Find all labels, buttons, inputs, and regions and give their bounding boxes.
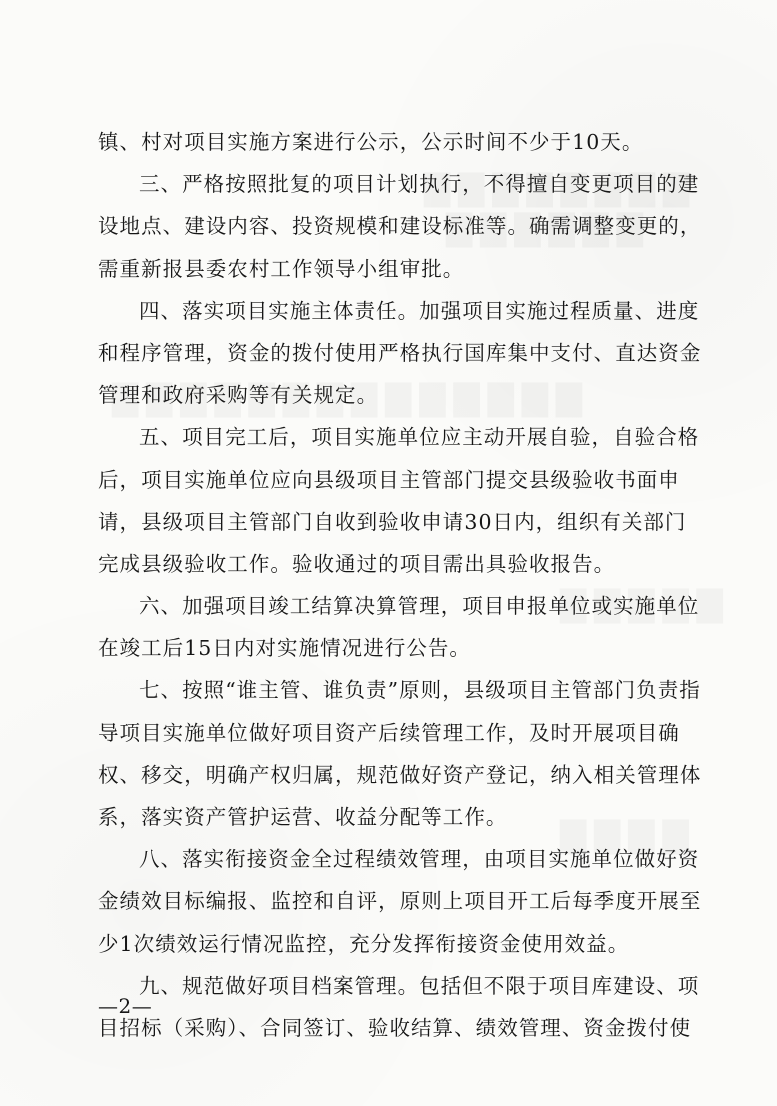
paragraph-line: 需重新报县委农村工作领导小组审批。	[98, 256, 465, 281]
paragraph-line: 九、规范做好项目档案管理。包括但不限于项目库建设、项	[139, 973, 700, 998]
paragraph-line: 导项目实施单位做好项目资产后续管理工作，及时开展项目确	[98, 720, 680, 745]
paragraph-line: 在竣工后15日内对实施情况进行公告。	[98, 636, 471, 661]
paragraph-line: 设地点、建设内容、投资规模和建设标准等。确需调整变更的，	[98, 214, 702, 239]
paragraph-line: 四、落实项目实施主体责任。加强项目实施过程质量、进度	[139, 298, 700, 323]
paragraph-line: 三、严格按照批复的项目计划执行，不得擅自变更项目的建	[139, 172, 700, 197]
paragraph-line: 目招标（采购）、合同签订、验收结算、绩效管理、资金拨付使	[98, 1015, 692, 1040]
paragraph-line: 五、项目完工后，项目实施单位应主动开展自验，自验合格	[139, 425, 700, 450]
paragraph-line: 完成县级验收工作。验收通过的项目需出具验收报告。	[98, 551, 616, 576]
paragraph-line: 金绩效目标编报、监控和自评，原则上项目开工后每季度开展至	[98, 889, 702, 914]
page-number: —2—	[98, 994, 153, 1018]
paragraph-line: 后，项目实施单位应向县级项目主管部门提交县级验收书面申	[98, 467, 680, 492]
paragraph-line: 镇、村对项目实施方案进行公示，公示时间不少于10天。	[98, 130, 644, 154]
paragraph-line: 七、按照“谁主管、谁负责”原则，县级项目主管部门负责指	[139, 678, 701, 703]
document-body	[98, 121, 702, 1049]
paragraph-line: 管理和政府采购等有关规定。	[98, 383, 379, 408]
paragraph-line: 系，落实资产管护运营、收益分配等工作。	[98, 805, 508, 829]
paragraph-line: 权、移交，明确产权归属，规范做好资产登记，纳入相关管理体	[98, 762, 702, 787]
paragraph-line: 八、落实衔接资金全过程绩效管理，由项目实施单位做好资	[139, 847, 700, 872]
paragraph-line: 请，县级项目主管部门自收到验收申请30日内，组织有关部门	[98, 509, 687, 534]
paragraph-line: 六、加强项目竣工结算决算管理，项目申报单位或实施单位	[139, 594, 700, 619]
paragraph-line: 少1次绩效运行情况监控，充分发挥衔接资金使用效益。	[98, 931, 630, 956]
paragraph-line: 和程序管理，资金的拨付使用严格执行国库集中支付、直达资金	[98, 340, 702, 365]
